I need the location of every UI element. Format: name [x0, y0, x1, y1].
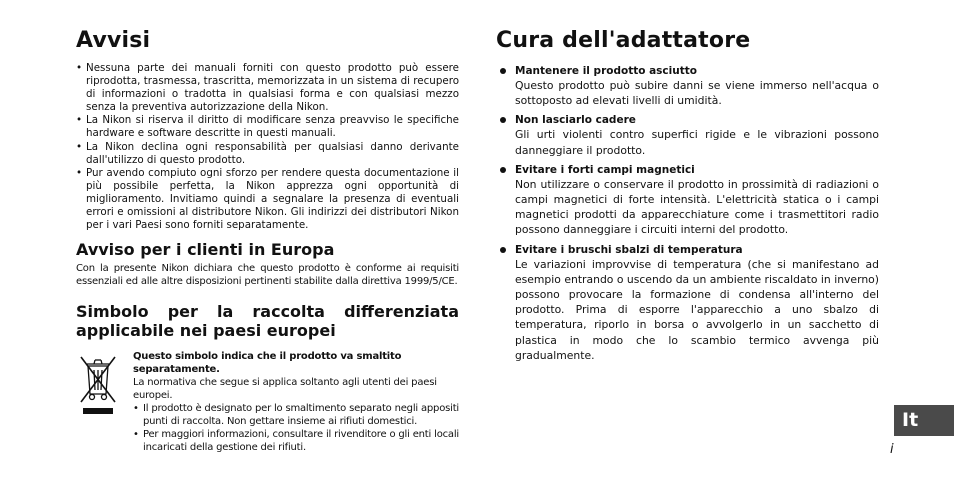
- list-item: • La Nikon declina ogni responsabilità per qualsiasi danno derivante dall'utilizzo di questo prodotto.: [76, 141, 459, 167]
- cura-title: Cura dell'adattatore: [496, 28, 751, 53]
- simbolo-title: Simbolo per la raccolta differenziata applicabile nei paesi europei: [76, 302, 459, 341]
- care-heading: Evitare i bruschi sbalzi di temperatura: [496, 243, 879, 257]
- europa-text: Con la presente Nikon dichiara che questo prodotto è conforme ai requisiti essenziali ed alle altre disposizioni pertinenti stabilite dalla direttiva 1999/5/CE.: [76, 263, 459, 288]
- symbol-bold-line: Questo simbolo indica che il prodotto va smaltito separatamente.: [133, 351, 402, 376]
- symbol-block: [76, 350, 459, 454]
- care-heading: Evitare i forti campi magnetici: [496, 163, 879, 177]
- care-text: Le variazioni improvvise di temperatura (che si manifestano ad esempio entrando o uscendo da un ambiente riscaldato in inverno) possono provocare la formazione di condensa all'interno del prodotto. Prima di esporre l'apparecchio a uno sbalzo di temperatura, riporlo in borsa o avvolgerlo in un sacchetto di plastica in modo che lo scambio termico avvenga più gradualmente.: [515, 257, 879, 362]
- avvisi-list: [76, 62, 459, 232]
- care-item: [496, 64, 879, 108]
- symbol-intro: La normativa che segue si applica soltanto agli utenti dei paesi europei.: [133, 377, 437, 402]
- care-item: [496, 163, 879, 238]
- left-column: [76, 28, 459, 454]
- list-item: • Il prodotto è designato per lo smaltimento separato negli appositi punti di raccolta. Non gettare insieme ai rifiuti domestici.: [133, 402, 459, 428]
- care-text: Non utilizzare o conservare il prodotto in prossimità di radiazioni o campi magnetici di forte intensità. L'elettricità statica o i campi magnetici prodotti da apparecchiature come i trasmettitori radio possono danneggiare i circuiti interni del prodotto.: [515, 177, 879, 237]
- care-list: [496, 64, 879, 363]
- language-tab: It: [894, 405, 954, 436]
- care-text: Gli urti violenti contro superfici rigide e le vibrazioni possono danneggiare il prodotto.: [515, 128, 879, 157]
- right-column: [496, 28, 879, 368]
- symbol-text: [133, 350, 459, 454]
- avvisi-title: Avvisi: [76, 28, 151, 53]
- crossed-out-wheelie-bin-icon: [78, 354, 118, 416]
- care-item: [496, 243, 879, 363]
- list-item: • Nessuna parte dei manuali forniti con questo prodotto può essere riprodotta, trasmessa, trascritta, memorizzata in un sistema di recupero di informazioni o tradotta in qualsiasi forma e con qualsiasi mezzo senza la preventiva autorizzazione della Nikon.: [76, 62, 459, 114]
- europa-title: Avviso per i clienti in Europa: [76, 240, 335, 260]
- care-heading: Mantenere il prodotto asciutto: [496, 64, 879, 78]
- page-number: i: [890, 442, 894, 457]
- care-item: [496, 113, 879, 157]
- list-item: • La Nikon si riserva il diritto di modificare senza preavviso le specifiche hardware e software descritte in questi manuali.: [76, 114, 459, 140]
- list-item: • Pur avendo compiuto ogni sforzo per rendere questa documentazione il più possibile perfetta, la Nikon apprezza ogni opportunità di miglioramento. Invitiamo quindi a segnalare la presenza di eventuali errori e omissioni al distributore Nikon. Gli indirizzi dei distributori Nikon per i vari Paesi sono forniti separatamente.: [76, 167, 459, 232]
- care-text: Questo prodotto può subire danni se viene immerso nell'acqua o sottoposto ad elevati livelli di umidità.: [515, 79, 879, 108]
- care-heading: Non lasciarlo cadere: [496, 113, 879, 127]
- list-item: • Per maggiori informazioni, consultare il rivenditore o gli enti locali incaricati della gestione dei rifiuti.: [133, 428, 459, 454]
